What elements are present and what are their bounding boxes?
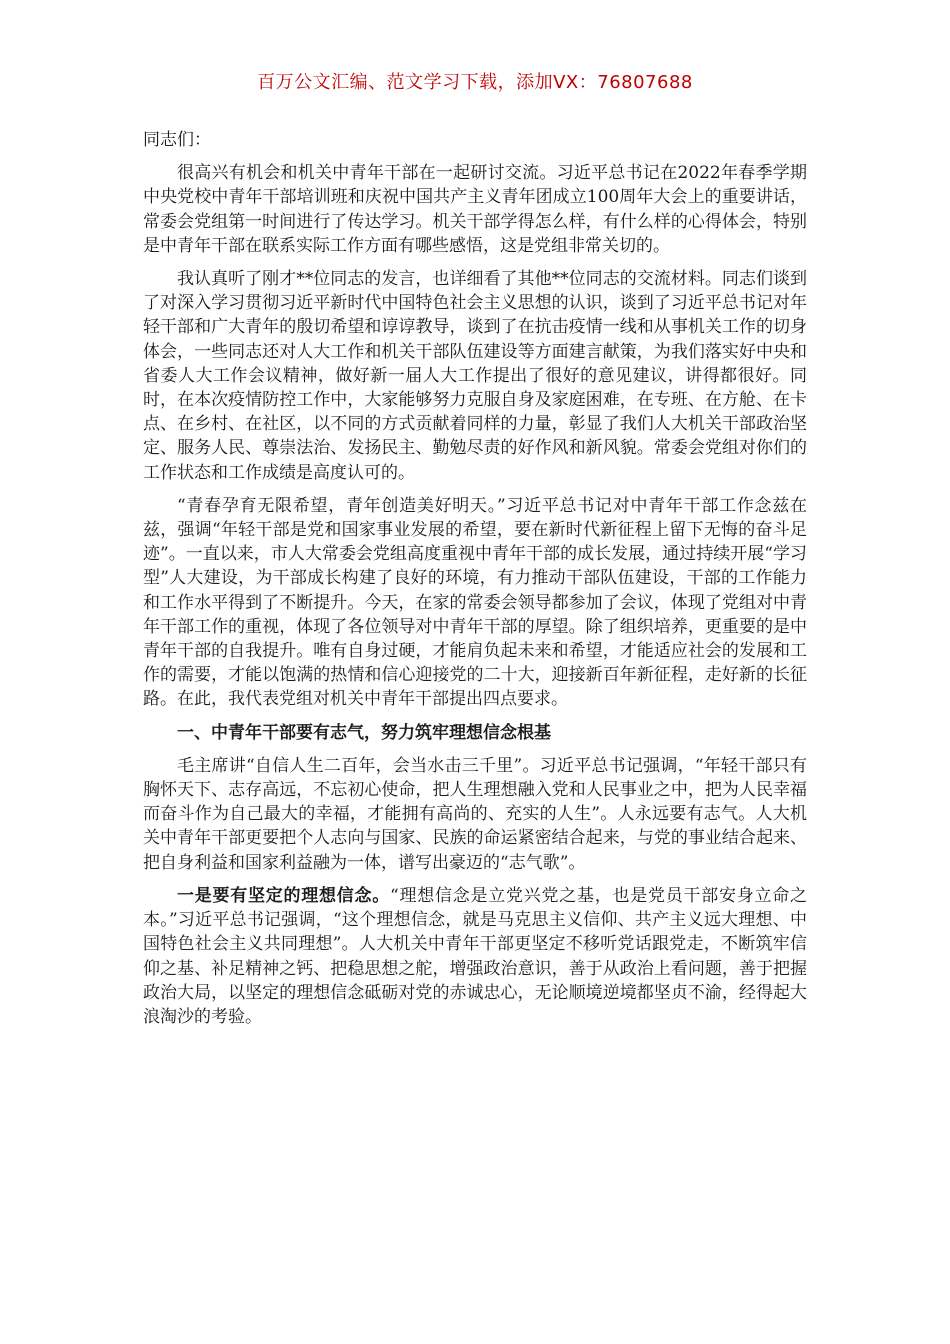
paragraph-section1: 毛主席讲“自信人生二百年，会当水击三千里”。习近平总书记强调，“年轻干部只有胸怀天下、志存高远，不忘初心使命，把人生理想融入党和人民事业之中，把为人民幸福而奋斗作为自己最大的幸福，才能拥有高尚的、充实的人生”。人永远要有志气。人大机关中青年干部更要把个人志向与国家、民族的命运紧密结合起来，与党的事业结合起来、把自身利益和国家利益融为一体，谱写出豪迈的“志气歌”。: [143, 755, 807, 873]
paragraph-point1: [143, 884, 807, 1029]
point1-lead: 一是要有坚定的理想信念。: [177, 885, 391, 906]
section-heading-1: 一、中青年干部要有志气，努力筑牢理想信念根基: [177, 722, 551, 743]
watermark-header: 百万公文汇编、范文学习下载，添加VX：76807688: [257, 72, 693, 93]
paragraph-youth: “青春孕育无限希望，青年创造美好明天。”习近平总书记对中青年干部工作念兹在兹，强调“年轻干部是党和国家事业发展的希望，要在新时代新征程上留下无悔的奋斗足迹”。一直以来，市人大常委会党组高度重视中青年干部的成长发展，通过持续开展“学习型”人大建设，为干部成长构建了良好的环境，有力推动干部队伍建设，干部的工作能力和工作水平得到了不断提升。今天，在家的常委会领导都参加了会议，体现了党组对中青年干部工作的重视，体现了各位领导对中青年干部的厚望。除了组织培养，更重要的是中青年干部的自我提升。唯有自身过硬，才能肩负起未来和希望，才能适应社会的发展和工作的需要，才能以饱满的热情和信心迎接党的二十大，迎接新百年新征程，走好新的长征路。在此，我代表党组对机关中青年干部提出四点要求。: [143, 495, 807, 710]
salutation: 同志们：: [143, 130, 211, 150]
paragraph-feedback: 我认真听了刚才**位同志的发言，也详细看了其他**位同志的交流材料。同志们谈到了对深入学习贯彻习近平新时代中国特色社会主义思想的认识，谈到了习近平总书记对年轻干部和广大青年的殷切希望和谆谆教导，谈到了在抗击疫情一线和从事机关工作的切身体会，一些同志还对人大工作和机关干部队伍建设等方面建言献策，为我们落实好中央和省委人大工作会议精神，做好新一届人大工作提出了很好的意见建议，讲得都很好。同时，在本次疫情防控工作中，大家能够努力克服自身及家庭困难，在专班、在方舱、在卡点、在乡村、在社区，以不同的方式贡献着同样的力量，彰显了我们人大机关干部政治坚定、服务人民、尊崇法治、发扬民主、勤勉尽责的好作风和新风貌。常委会党组对你们的工作状态和工作成绩是高度认可的。: [143, 269, 807, 483]
paragraph-intro: 很高兴有机会和机关中青年干部在一起研讨交流。习近平总书记在2022年春季学期中央党校中青年干部培训班和庆祝中国共产主义青年团成立100周年大会上的重要讲话，常委会党组第一时间进行了传达学习。机关干部学得怎么样，有什么样的心得体会，特别是中青年干部在联系实际工作方面有哪些感悟，这是党组非常关切的。: [143, 163, 807, 256]
point1-body: “理想信念是立党兴党之基，也是党员干部安身立命之本。”习近平总书记强调，“这个理想信念，就是马克思主义信仰、共产主义远大理想、中国特色社会主义共同理想”。人大机关中青年干部更坚定不移听党话跟党走，不断筑牢信仰之基、补足精神之钙、把稳思想之舵，增强政治意识，善于从政治上看问题，善于把握政治大局，以坚定的理想信念砥砺对党的赤诚忠心，无论顺境逆境都坚贞不渝，经得起大浪淘沙的考验。: [143, 885, 807, 1027]
document-body: [143, 128, 807, 1038]
